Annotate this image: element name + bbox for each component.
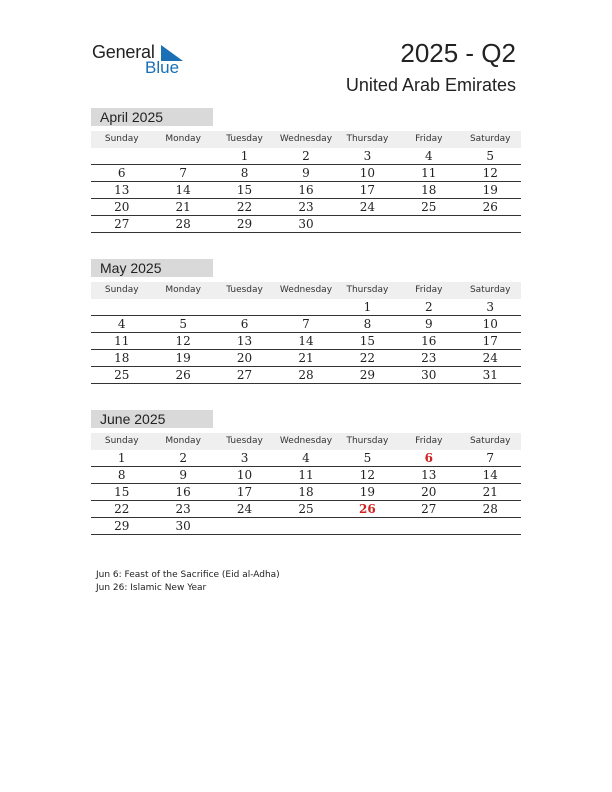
weekday-header: Wednesday — [279, 285, 333, 295]
weekday-header: Thursday — [346, 134, 389, 144]
date-cell — [460, 518, 521, 534]
weekday-header: Saturday — [469, 285, 511, 295]
week-row — [91, 450, 521, 467]
date-cell: 28 — [175, 217, 191, 231]
date-cell: 30 — [175, 519, 191, 533]
date-cell: 27 — [236, 368, 253, 382]
date-cell: 16 — [421, 334, 437, 348]
date-cell: 4 — [302, 451, 310, 465]
date-cell: 18 — [298, 485, 314, 499]
date-cell: 20 — [114, 200, 130, 214]
month-calendar — [91, 108, 521, 233]
holiday-notes — [96, 569, 280, 595]
date-cell: 6 — [117, 166, 126, 180]
date-cell: 30 — [421, 368, 437, 382]
date-cell: 5 — [363, 451, 372, 465]
date-cell: 2 — [425, 300, 433, 314]
date-cell — [460, 216, 521, 232]
date-cell: 2 — [179, 451, 187, 465]
date-cell: 8 — [363, 317, 372, 331]
date-cell: 17 — [236, 485, 253, 499]
weekday-header: Tuesday — [226, 436, 263, 446]
date-cell: 31 — [482, 368, 498, 382]
date-cell — [275, 518, 336, 534]
weekday-header-row — [91, 433, 521, 450]
date-cell — [152, 299, 213, 315]
date-cell: 22 — [236, 200, 253, 214]
date-cell: 10 — [359, 166, 376, 180]
week-row — [91, 367, 521, 384]
date-cell: 4 — [117, 317, 126, 331]
date-cell: 17 — [482, 334, 498, 348]
weekday-header: Thursday — [346, 285, 389, 295]
logo-general-text: General — [92, 42, 155, 62]
weekday-header: Sunday — [104, 134, 139, 144]
date-cell: 11 — [421, 166, 437, 180]
date-cell: 5 — [486, 149, 495, 163]
date-cell: 3 — [363, 149, 372, 163]
date-cell: 19 — [482, 183, 498, 197]
date-cell: 29 — [114, 519, 130, 533]
date-cell: 16 — [175, 485, 191, 499]
week-row — [91, 299, 521, 316]
date-cell: 17 — [359, 183, 376, 197]
date-cell: 15 — [236, 183, 253, 197]
date-cell: 19 — [175, 351, 191, 365]
date-cell: 13 — [236, 334, 253, 348]
date-cell: 5 — [179, 317, 187, 331]
page-title: 2025 - Q2 — [400, 38, 516, 68]
date-cell — [214, 518, 275, 534]
weekday-header-row — [91, 282, 521, 299]
weekday-header: Wednesday — [279, 134, 333, 144]
month-label: April 2025 — [91, 108, 213, 126]
week-row — [91, 467, 521, 484]
date-cell: 18 — [421, 183, 437, 197]
date-cell: 27 — [114, 217, 130, 231]
date-cell: 25 — [114, 368, 130, 382]
date-cell: 23 — [175, 502, 191, 516]
date-cell: 18 — [114, 351, 130, 365]
date-cell: 28 — [298, 368, 314, 382]
weekday-header: Thursday — [346, 436, 389, 446]
weekday-header: Tuesday — [226, 134, 263, 144]
month-label: May 2025 — [91, 259, 213, 277]
date-cell: 16 — [298, 183, 314, 197]
week-row — [91, 148, 521, 165]
date-cell: 19 — [359, 485, 376, 499]
date-cell: 26 — [175, 368, 191, 382]
date-cell: 9 — [302, 166, 310, 180]
date-cell: 24 — [359, 200, 376, 214]
weekday-header: Saturday — [469, 134, 511, 144]
logo — [92, 40, 192, 80]
date-cell: 11 — [114, 334, 130, 348]
weekday-header: Sunday — [104, 436, 139, 446]
date-cell — [398, 216, 459, 232]
date-cell — [337, 518, 398, 534]
date-cell: 12 — [482, 166, 498, 180]
date-cell: 27 — [421, 502, 437, 516]
weekday-header: Monday — [165, 134, 201, 144]
date-cell: 20 — [236, 351, 253, 365]
week-row — [91, 350, 521, 367]
weekday-header: Monday — [165, 436, 201, 446]
weekday-header: Sunday — [104, 285, 139, 295]
week-row — [91, 484, 521, 501]
week-row — [91, 165, 521, 182]
date-cell: 25 — [421, 200, 437, 214]
month-calendar — [91, 410, 521, 535]
date-cell: 23 — [421, 351, 437, 365]
week-row — [91, 316, 521, 333]
date-cell: 2 — [302, 149, 310, 163]
weekday-header: Tuesday — [226, 285, 263, 295]
date-cell: 21 — [298, 351, 314, 365]
date-cell: 8 — [117, 468, 126, 482]
date-cell — [152, 148, 213, 164]
week-row — [91, 216, 521, 233]
date-cell: 21 — [175, 200, 191, 214]
date-cell: 7 — [179, 166, 187, 180]
date-cell: 28 — [482, 502, 498, 516]
date-cell: 10 — [236, 468, 253, 482]
week-row — [91, 182, 521, 199]
date-cell: 11 — [298, 468, 314, 482]
date-cell: 29 — [236, 217, 253, 231]
date-cell: 6 — [240, 317, 249, 331]
date-cell: 15 — [114, 485, 130, 499]
date-cell: 14 — [482, 468, 498, 482]
date-cell: 12 — [175, 334, 191, 348]
date-cell: 10 — [482, 317, 498, 331]
week-row — [91, 333, 521, 350]
weekday-header: Saturday — [469, 436, 511, 446]
date-cell: 20 — [421, 485, 437, 499]
date-cell — [398, 518, 459, 534]
date-cell: 21 — [482, 485, 498, 499]
holiday-date-cell: 26 — [359, 502, 376, 516]
date-cell: 13 — [114, 183, 130, 197]
month-calendar — [91, 259, 521, 384]
date-cell: 1 — [363, 300, 372, 314]
holiday-date-cell: 6 — [424, 451, 433, 465]
weekday-header: Friday — [415, 285, 443, 295]
date-cell: 9 — [425, 317, 433, 331]
date-cell: 14 — [298, 334, 314, 348]
weekday-header-row — [91, 131, 521, 148]
weekday-header: Friday — [415, 134, 443, 144]
date-cell: 26 — [482, 200, 498, 214]
date-cell: 8 — [240, 166, 249, 180]
date-cell — [275, 299, 336, 315]
week-row — [91, 501, 521, 518]
date-cell: 7 — [302, 317, 310, 331]
date-cell: 22 — [114, 502, 130, 516]
date-cell: 9 — [179, 468, 187, 482]
week-row — [91, 518, 521, 535]
date-cell: 25 — [298, 502, 314, 516]
date-cell: 1 — [117, 451, 126, 465]
weekday-header: Friday — [415, 436, 443, 446]
holiday-note: Jun 6: Feast of the Sacrifice (Eid al-Adha) — [96, 570, 280, 580]
date-cell: 24 — [482, 351, 498, 365]
date-cell: 23 — [298, 200, 314, 214]
date-cell: 1 — [240, 149, 249, 163]
date-cell: 4 — [425, 149, 433, 163]
date-cell: 29 — [359, 368, 376, 382]
logo-blue-text: Blue — [145, 58, 180, 77]
date-cell: 30 — [298, 217, 314, 231]
weekday-header: Wednesday — [279, 436, 333, 446]
date-cell: 7 — [486, 451, 495, 465]
date-cell: 14 — [175, 183, 191, 197]
date-cell: 12 — [359, 468, 376, 482]
date-cell — [214, 299, 275, 315]
weekday-header: Monday — [165, 285, 201, 295]
country-name: United Arab Emirates — [345, 75, 516, 95]
date-cell — [337, 216, 398, 232]
date-cell — [91, 148, 152, 164]
week-row — [91, 199, 521, 216]
date-cell: 15 — [359, 334, 376, 348]
date-cell — [91, 299, 152, 315]
month-label: June 2025 — [91, 410, 213, 428]
date-cell: 3 — [486, 300, 495, 314]
date-cell: 3 — [240, 451, 249, 465]
date-cell: 22 — [359, 351, 376, 365]
date-cell: 13 — [421, 468, 437, 482]
holiday-note: Jun 26: Islamic New Year — [96, 583, 207, 593]
date-cell: 24 — [236, 502, 253, 516]
